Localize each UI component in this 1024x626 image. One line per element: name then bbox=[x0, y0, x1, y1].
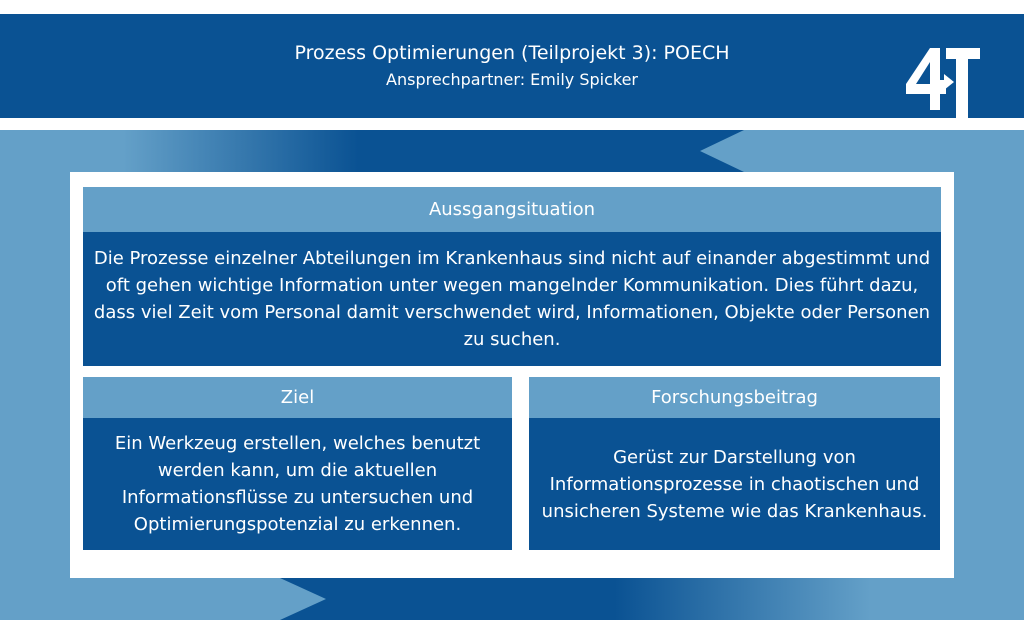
forschungsbeitrag-body bbox=[529, 418, 940, 550]
contact-person: Ansprechpartner: Emily Spicker bbox=[386, 70, 638, 89]
right-band bbox=[954, 130, 1024, 620]
ziel-heading: Ziel bbox=[83, 377, 512, 418]
content-panel bbox=[70, 172, 954, 578]
header-banner bbox=[0, 14, 1024, 118]
ziel-text: Ein Werkzeug erstellen, welches benutzt werden kann, um die aktuellen Informationsflüsse zu untersuchen und Optimierungspotenzial zu erkennen. bbox=[114, 433, 481, 535]
page-title: Prozess Optimierungen (Teilprojekt 3): POECH bbox=[294, 42, 730, 64]
ausgangssituation-body bbox=[83, 232, 941, 366]
4t-logo-icon bbox=[906, 44, 980, 122]
forschungsbeitrag-text: Gerüst zur Darstellung von Informationsprozesse in chaotischen und unsicheren Systeme wie das Krankenhaus. bbox=[541, 446, 928, 522]
left-band bbox=[0, 130, 70, 620]
forschungsbeitrag-heading: Forschungsbeitrag bbox=[529, 377, 940, 418]
bottom-arrow bbox=[0, 578, 326, 620]
ausgangssituation-heading: Aussgangsituation bbox=[83, 187, 941, 232]
ziel-body bbox=[83, 418, 512, 550]
ausgangssituation-text: Die Prozesse einzelner Abteilungen im Krankenhaus sind nicht auf einander abgestimmt und oft gehen wichtige Information unter wegen mangelnder Kommunikation. Dies führt dazu, dass viel Zeit vom Personal damit verschwendet wird, Informationen, Objekte oder Personen zu suchen. bbox=[93, 248, 931, 350]
